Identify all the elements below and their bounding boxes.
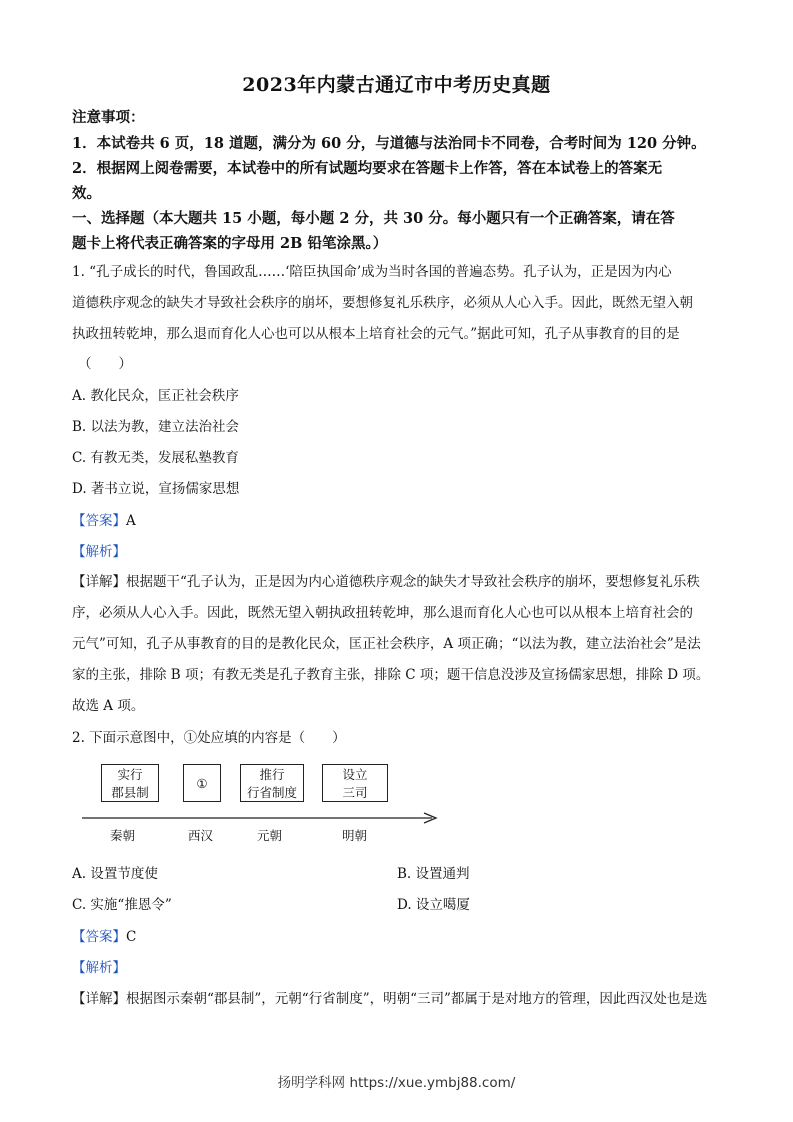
q2-option-a: A. 设置节度使 (72, 866, 158, 882)
notice-item-2: 2．根据网上阅卷需要，本试卷中的所有试题均要求在答题卡上作答，答在本试卷上的答案无 (72, 160, 663, 177)
detail-tag: 【详解】 (72, 574, 126, 590)
q1-stem-line: 道德秩序观念的缺失才导致社会秩序的崩坏，要想修复礼乐秩序，必须从人心入手。因此，既然无望入朝 (72, 295, 693, 311)
q1-analysis-tag: 【解析】 (72, 544, 126, 560)
detail-text: 根据图示秦朝“郡县制”，元朝“行省制度”，明朝“三司”都属于是对地方的管理，因此西汉处也是选 (126, 991, 708, 1007)
section-heading: 一、选择题（本大题共 15 小题，每小题 2 分，共 30 分。每小题只有一个正确答案，请在答 (72, 210, 675, 227)
q1-answer (72, 509, 136, 529)
answer-tag: 【答案】 (72, 929, 126, 945)
q1-option-a: A. 教化民众，匡正社会秩序 (72, 388, 239, 404)
notice-item-2-cont: 效。 (72, 185, 101, 202)
box-line: 三司 (342, 785, 368, 800)
box-line: 实行 (117, 767, 143, 782)
detail-tag: 【详解】 (72, 991, 126, 1007)
q2-analysis-tag: 【解析】 (72, 960, 126, 976)
section-heading-cont: 题卡上将代表正确答案的字母用 2B 铅笔涂黑。） (72, 235, 388, 252)
q2-detail-line (72, 987, 707, 1007)
timeline-diagram (80, 760, 450, 850)
q1-detail-line: 故选 A 项。 (72, 698, 145, 714)
q1-option-d: D. 著书立说，宣扬儒家思想 (72, 481, 240, 497)
timeline-axis (80, 760, 450, 830)
answer-value: C (126, 929, 137, 945)
q1-stem-line: 执政扭转乾坤，那么退而育化人心也可以从根本上培育社会的元气。”据此可知，孔子从事教育的目的是 (72, 326, 680, 342)
detail-text: 根据题干“孔子认为，正是因为内心道德秩序观念的缺失才导致社会秩序的崩坏，要想修复礼乐秩 (126, 574, 700, 590)
era-label: 明朝 (342, 828, 368, 843)
notice-heading: 注意事项： (72, 109, 145, 126)
q2-answer (72, 925, 136, 945)
q1-detail-line (72, 570, 700, 590)
footer-watermark: 扬明学科网 https://xue.ymbj88.com/ (277, 1075, 516, 1091)
q2-option-d: D. 设立噶厦 (397, 897, 470, 913)
q1-option-c: C. 有教无类，发展私塾教育 (72, 450, 239, 466)
q1-detail-line: 家的主张，排除 B 项；有教无类是孔子教育主张，排除 C 项；题干信息没涉及宣扬儒家思想，排除 D 项。 (72, 667, 710, 683)
page-title: 2023年内蒙古通辽市中考历史真题 (242, 74, 551, 96)
answer-value: A (126, 513, 136, 529)
box-line: 郡县制 (111, 785, 149, 800)
era-label: 元朝 (257, 828, 283, 843)
answer-tag: 【答案】 (72, 513, 126, 529)
box-line: ① (196, 776, 208, 791)
era-label: 西汉 (188, 828, 214, 843)
q1-option-b: B. 以法为教，建立法治社会 (72, 419, 240, 435)
q2-option-b: B. 设置通判 (397, 866, 470, 882)
q2-stem: 2. 下面示意图中，①处应填的内容是（ ） (72, 730, 346, 746)
box-line: 行省制度 (246, 785, 297, 800)
box-line: 推行 (259, 767, 285, 782)
q2-option-c: C. 实施“推恩令” (72, 897, 172, 913)
q1-detail-line: 序，必须从人心入手。因此，既然无望入朝执政扭转乾坤，那么退而育化人心也可以从根本上培育社会的 (72, 605, 693, 621)
q1-detail-line: 元气”可知，孔子从事教育的目的是教化民众，匡正社会秩序，A 项正确；“以法为教，建立法治社会”是法 (72, 636, 701, 652)
era-label: 秦朝 (110, 828, 136, 843)
q1-stem-line: 1. “孔子成长的时代，鲁国政乱……‘陪臣执国命’成为当时各国的普遍态势。孔子认为，正是因为内心 (72, 264, 672, 280)
box-line: 设立 (342, 767, 368, 782)
notice-item-1: 1．本试卷共 6 页，18 道题，满分为 60 分，与道德与法治同卡不同卷，合考时间为 120 分钟。 (72, 135, 706, 152)
q1-stem-line: （ ） (78, 356, 132, 372)
